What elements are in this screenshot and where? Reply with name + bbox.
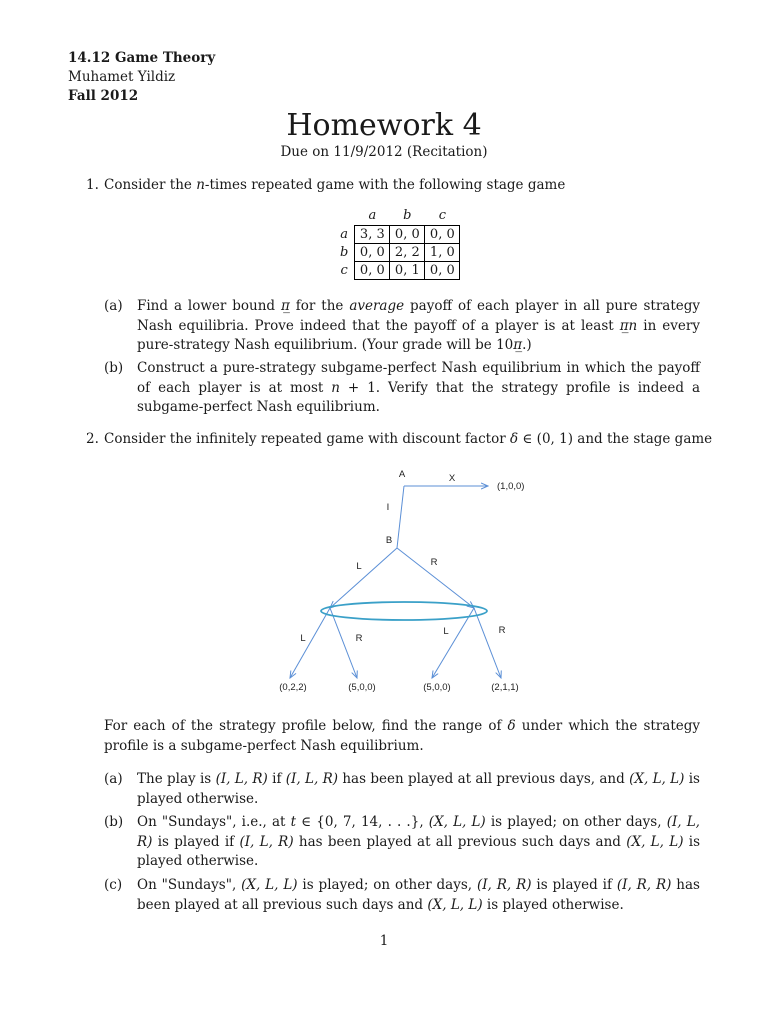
q1-number: 1.: [86, 177, 99, 193]
matrix-cell: 3, 3: [355, 226, 390, 244]
payoff-X: (1,0,0): [497, 481, 525, 492]
leaf-edge: [290, 608, 330, 678]
edge-I: [397, 486, 404, 548]
page-number: 1: [379, 933, 389, 949]
col-label: b: [403, 208, 412, 223]
leaf-payoff: (0,2,2): [279, 682, 307, 693]
matrix-cell: 0, 1: [390, 262, 425, 280]
leaf-payoff: (5,0,0): [423, 682, 451, 693]
col-label: a: [368, 208, 377, 223]
matrix-cell: 0, 0: [355, 262, 390, 280]
row-label: a: [340, 227, 349, 242]
leaf-edge: [474, 608, 501, 678]
leaf-edge-label: R: [498, 625, 506, 636]
edge-label-I: I: [386, 502, 390, 513]
edge-label-L: L: [356, 561, 362, 572]
q2-part-a: (a) The play is (I, L, R) if (I, L, R) has been played at all previous days, and (X, L, L) is played otherwise.: [104, 771, 700, 807]
instructor-name: Muhamet Yildiz: [68, 69, 176, 85]
row-label: c: [340, 263, 348, 278]
q1-part-a: (a) Find a lower bound π̲ for the average payoff of each player in all pure strategy Nash equilibria. Prove indeed that the payoff of a player is at least π̲n in every pure-strategy Nash equilibrium. (Your grade will be 10π̲.): [104, 298, 701, 353]
q2-part-c: (c) On "Sundays", (X, L, L) is played; on other days, (I, R, R) is played if (I, R, R) has been played at all previous such days and (X, L, L) is played otherwise.: [104, 877, 700, 913]
matrix-cell: 1, 0: [425, 244, 460, 262]
page-title: Homework 4: [286, 108, 482, 143]
due-date: Due on 11/9/2012 (Recitation): [280, 144, 488, 160]
matrix-cell: 0, 0: [390, 226, 425, 244]
leaf-payoff: (2,1,1): [491, 682, 519, 693]
matrix-cell: 0, 0: [425, 226, 460, 244]
q2-part-b: (b) On "Sundays", i.e., at t ∈ {0, 7, 14, . . .}, (X, L, L) is played; on other days, (I, L, R) is played if (I, L, R) has been played at all previous such days and (X, L, L) is played otherwise.: [104, 814, 701, 869]
matrix-cell: 2, 2: [390, 244, 425, 262]
q1-part-b: (b) Construct a pure-strategy subgame-perfect Nash equilibrium in which the payoff of each player is at most n + 1. Verify that the strategy profile is indeed a subgame-perfect Nash equilibrium.: [104, 360, 700, 415]
leaf-edge-label: L: [443, 626, 449, 637]
q1-intro: Consider the n-times repeated game with the following stage game: [104, 177, 566, 193]
q2-number: 2.: [86, 431, 99, 447]
information-set: [321, 602, 487, 620]
leaf-edge-label: L: [300, 633, 306, 644]
edge-label-X: X: [448, 473, 456, 484]
matrix-cell: 0, 0: [355, 244, 390, 262]
leaf-edge-label: R: [355, 633, 363, 644]
q2-prompt: For each of the strategy profile below, find the range of δ under which the strategy profile is a subgame-perfect Nash equilibrium.: [104, 718, 700, 754]
edge-label-R: R: [430, 557, 438, 568]
col-label: c: [438, 208, 446, 223]
term: Fall 2012: [68, 88, 139, 104]
course-title: 14.12 Game Theory: [68, 50, 216, 66]
node-label-A: A: [398, 469, 406, 480]
q2-intro: Consider the infinitely repeated game with discount factor δ ∈ (0, 1) and the stage game: [104, 431, 713, 447]
node-label-B: B: [385, 535, 393, 546]
matrix-cell: 0, 0: [425, 262, 460, 280]
leaf-payoff: (5,0,0): [348, 682, 376, 693]
edge-L: [330, 548, 397, 608]
row-label: b: [340, 245, 349, 260]
